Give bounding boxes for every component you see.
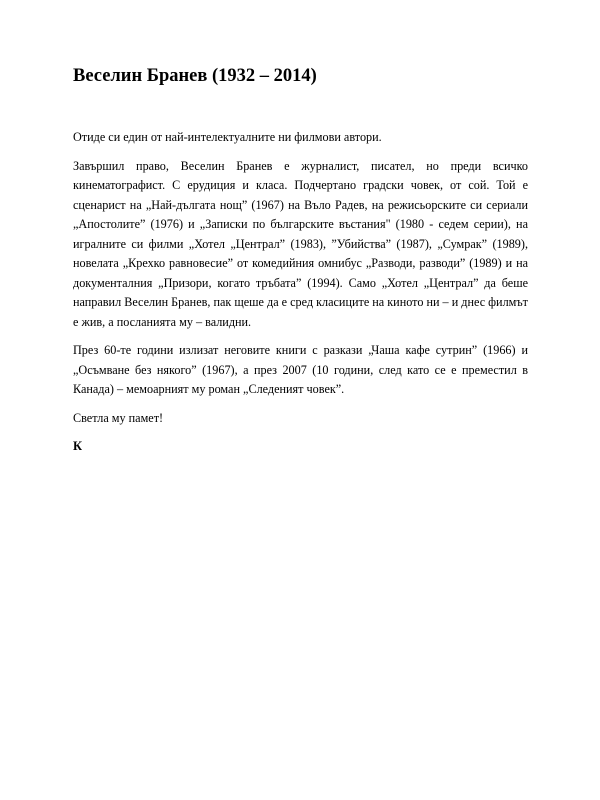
paragraph-intro: Отиде си един от най-интелектуалните ни филмови автори. bbox=[73, 130, 382, 144]
page-title: Веселин Бранев (1932 – 2014) bbox=[73, 66, 317, 86]
paragraph-books: През 60-те години излизат неговите книги с разкази „Чаша кафе сутрин” (1966) и „Осъмване без някого” (1967), а през 2007 (10 години, след като се е преместил в Канада) – мемоарният му роман „Следеният човек”. bbox=[73, 343, 528, 396]
document-page bbox=[73, 64, 528, 456]
author-signature: К bbox=[73, 439, 83, 453]
paragraph-farewell: Светла му памет! bbox=[73, 410, 164, 425]
paragraph-biography: Завършил право, Веселин Бранев е журналист, писател, но преди всичко кинематографист. С ерудиция и класа. Подчертано градски човек, от сой. Той е сценарист на „Най-дългата нощ” (1967) на Въло Радев, на режисьорските си сериали „Апостолите” (1976) и „Записки по българските въстания" (1980 - седем серии), на игралните си филми „Хотел „Централ” (1983), ”Убийства” (1987), „Сумрак” (1989), новелата „Крехко равновесие” от комедийния омнибус „Разводи, разводи” (1989) и на документалния „Призори, когато тръбата” (1994). Само „Хотел „Централ” да беше направил Веселин Бранев, пак щеше да е сред класиците на киното ни – и днес филмът е жив, а посланията му – валидни. bbox=[73, 158, 529, 329]
